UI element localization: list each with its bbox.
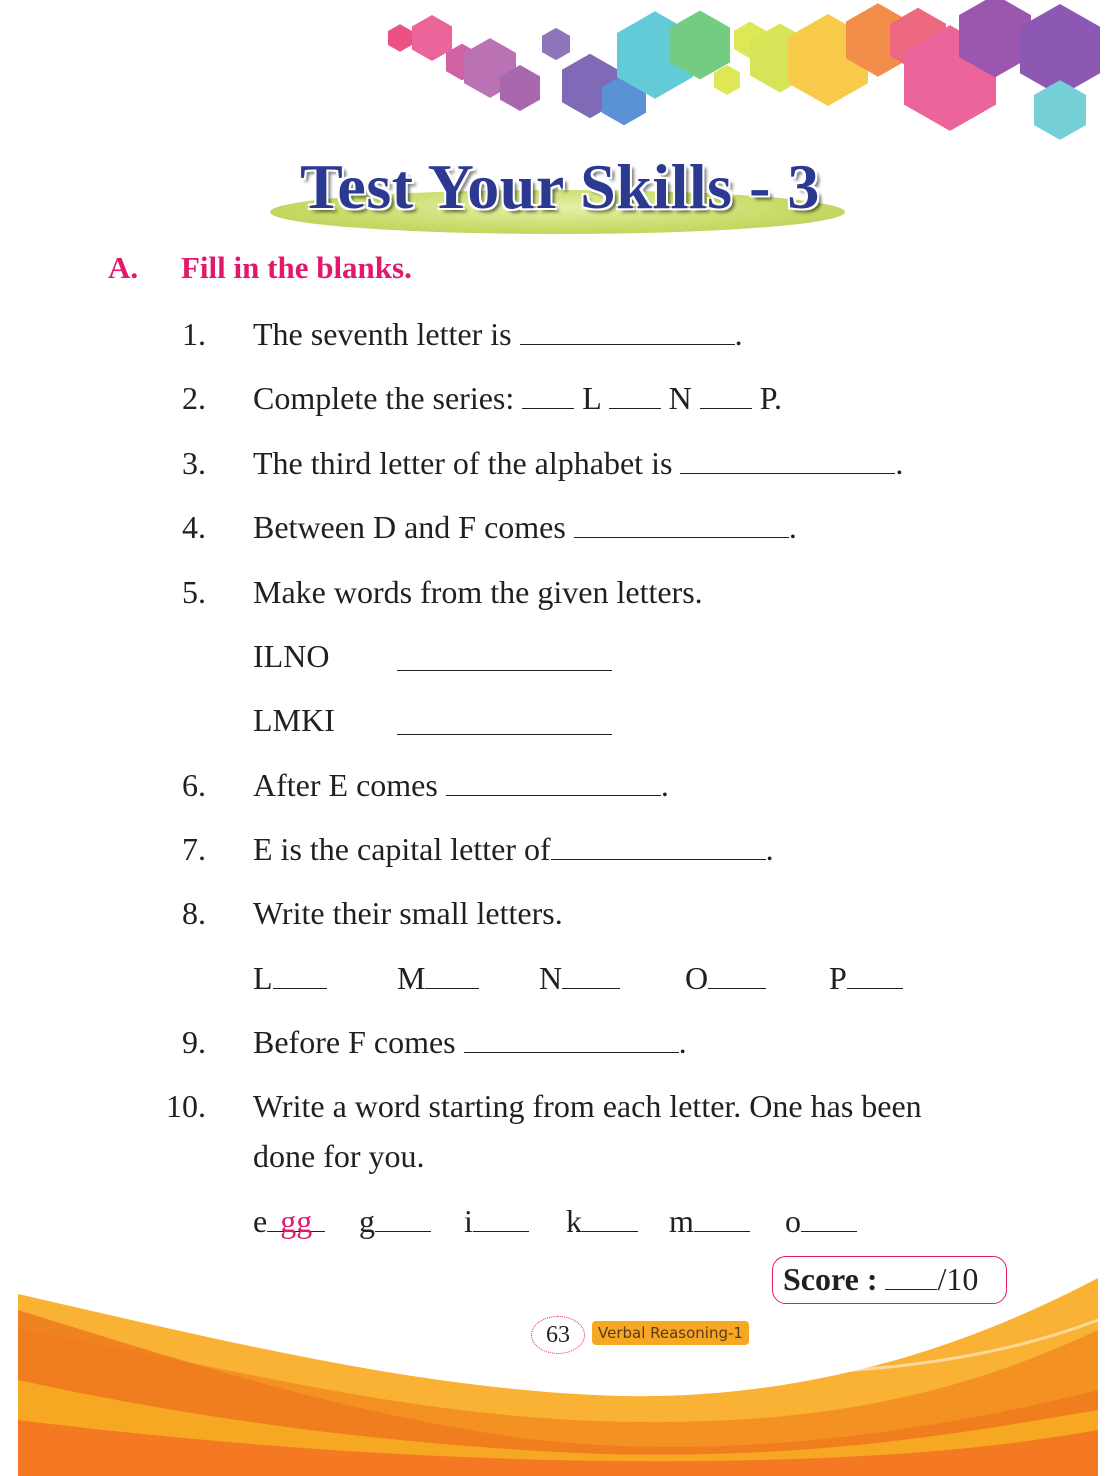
question-number: 1. <box>182 316 206 352</box>
answer-blank[interactable] <box>609 380 661 409</box>
answer-blank[interactable] <box>551 831 766 860</box>
answer-blank[interactable] <box>680 445 895 474</box>
section-letter: A. <box>108 250 139 285</box>
letter-item: m <box>669 1203 750 1240</box>
question-text: E is the capital letter of . <box>253 831 774 867</box>
jumbled-word: ILNO <box>253 638 330 674</box>
answer-blank[interactable] <box>700 380 752 409</box>
answer-blank[interactable] <box>574 509 789 538</box>
question-number: 4. <box>182 509 206 545</box>
letter-item: g <box>359 1203 431 1240</box>
question-text: The third letter of the alphabet is . <box>253 445 904 481</box>
answer-blank[interactable] <box>425 960 479 989</box>
question-text: Make words from the given letters. <box>253 574 703 610</box>
question-text: Between D and F comes . <box>253 509 797 545</box>
answer-blank[interactable] <box>694 1203 750 1232</box>
answer-blank[interactable] <box>446 767 661 796</box>
question-number: 5. <box>182 574 206 610</box>
answer-blank[interactable] <box>847 960 903 989</box>
score-label: Score : <box>783 1261 878 1297</box>
letter-item: N <box>539 960 620 997</box>
answer-blank[interactable] <box>464 1024 679 1053</box>
answer-blank[interactable] <box>520 316 735 345</box>
letter-item: P <box>829 960 903 997</box>
question-text: Complete the series: L N P. <box>253 380 782 416</box>
letter-item: O <box>685 960 766 997</box>
question-number: 7. <box>182 831 206 867</box>
answer-blank[interactable] <box>801 1203 857 1232</box>
score-total: /10 <box>937 1261 979 1297</box>
answer-blank[interactable] <box>708 960 766 989</box>
question-text: Write a word starting from each letter. One has been <box>253 1088 922 1124</box>
answer-blank[interactable] <box>397 706 612 735</box>
book-title-tag: Verbal Reasoning-1 <box>592 1321 749 1345</box>
question-number: 8. <box>182 895 206 931</box>
letter-item: o <box>785 1203 857 1240</box>
question-text: done for you. <box>253 1138 425 1174</box>
question-text: The seventh letter is . <box>253 316 743 352</box>
example-answer: gg <box>267 1203 325 1232</box>
answer-blank[interactable] <box>522 380 574 409</box>
page-title: Test Your Skills - 3 <box>300 151 820 222</box>
question-text: Write their small letters. <box>253 895 563 931</box>
title-banner <box>270 150 850 240</box>
score-blank[interactable] <box>885 1261 937 1290</box>
question-number: 10. <box>166 1088 206 1124</box>
score-box <box>772 1256 1007 1304</box>
hexagon-decoration <box>0 0 1116 170</box>
section-heading <box>108 250 412 286</box>
question-number: 9. <box>182 1024 206 1060</box>
question-text: After E comes . <box>253 767 669 803</box>
answer-blank[interactable] <box>582 1203 638 1232</box>
answer-blank[interactable] <box>562 960 620 989</box>
letter-item: e gg <box>253 1203 325 1240</box>
question-number: 6. <box>182 767 206 803</box>
question-number: 2. <box>182 380 206 416</box>
answer-blank[interactable] <box>273 960 327 989</box>
answer-blank[interactable] <box>397 642 612 671</box>
question-text: Before F comes . <box>253 1024 687 1060</box>
page-number: 63 <box>531 1316 585 1354</box>
answer-blank[interactable] <box>473 1203 529 1232</box>
letter-item: L <box>253 960 327 997</box>
letter-item: M <box>397 960 479 997</box>
question-number: 3. <box>182 445 206 481</box>
answer-blank[interactable] <box>375 1203 431 1232</box>
letter-item: i <box>464 1203 529 1240</box>
section-title: Fill in the blanks. <box>181 250 412 285</box>
jumbled-word: LMKI <box>253 702 335 738</box>
letter-item: k <box>566 1203 638 1240</box>
